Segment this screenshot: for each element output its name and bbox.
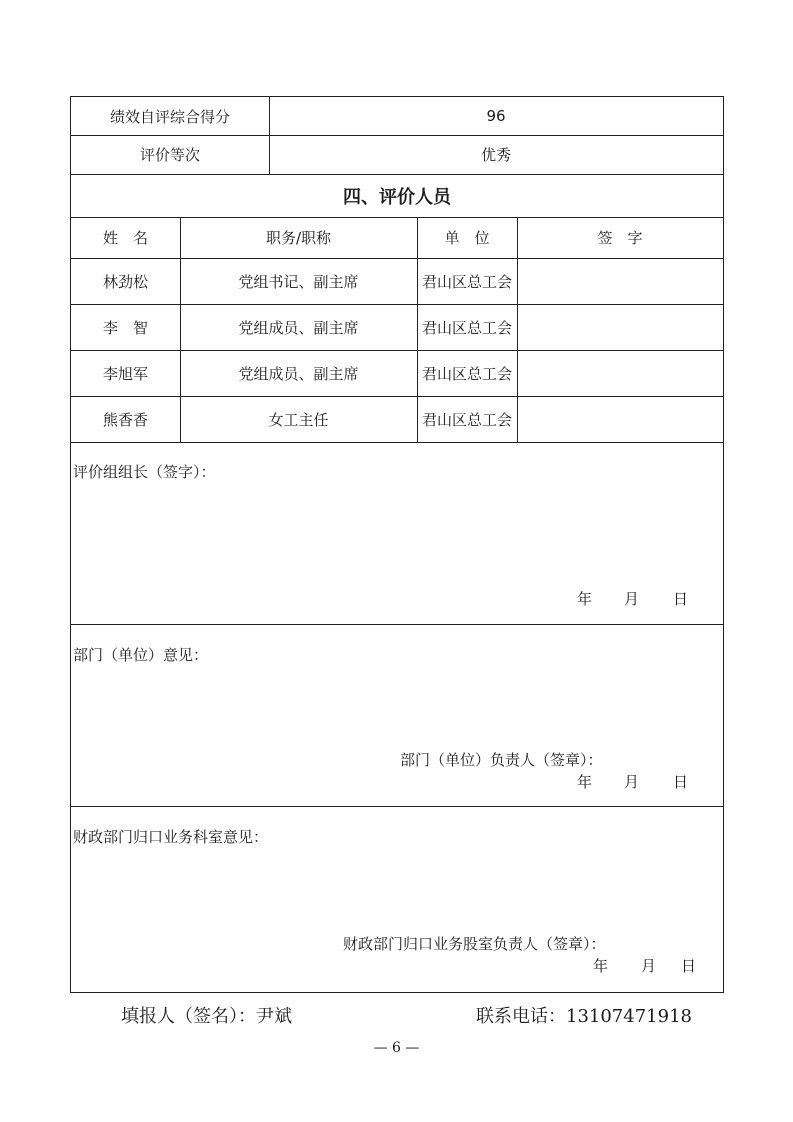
section-heading: 四、评价人员 — [343, 186, 451, 208]
dept-date-year: 年 — [577, 773, 593, 791]
leader-date-month: 月 — [624, 590, 640, 608]
header-signature: 签 字 — [597, 229, 643, 247]
grade-label: 评价等次 — [139, 146, 200, 164]
evaluator-title: 党组成员、副主席 — [238, 364, 359, 383]
evaluator-title: 党组书记、副主席 — [238, 272, 359, 291]
evaluator-unit: 君山区总工会 — [421, 410, 512, 429]
row-divider — [71, 624, 723, 625]
leader-date-year: 年 — [577, 590, 593, 608]
header-name: 姓 名 — [102, 229, 148, 247]
evaluator-name: 李旭军 — [102, 364, 148, 383]
dept-opinion-label: 部门（单位）意见： — [73, 646, 209, 664]
finance-date-month: 月 — [641, 957, 657, 975]
dept-signer-label: 部门（单位）负责人（签章）： — [400, 751, 603, 769]
evaluator-unit: 君山区总工会 — [421, 272, 512, 291]
grade-value: 优秀 — [480, 146, 511, 164]
evaluation-form-table — [70, 96, 724, 993]
evaluator-unit: 君山区总工会 — [421, 364, 512, 383]
evaluator-name: 熊香香 — [102, 410, 148, 429]
finance-signer-label: 财政部门归口业务股室负责人（签章）： — [343, 935, 606, 953]
header-unit: 单 位 — [444, 229, 490, 247]
leader-date-day: 日 — [673, 590, 689, 608]
evaluator-signature-field[interactable] — [517, 396, 723, 442]
score-value: 96 — [486, 107, 506, 125]
finance-date-day: 日 — [681, 957, 697, 975]
evaluator-name: 李 智 — [102, 318, 148, 337]
evaluator-signature-field[interactable] — [517, 258, 723, 304]
row-divider — [71, 442, 723, 443]
finance-opinion-label: 财政部门归口业务科室意见： — [73, 828, 269, 846]
row-divider — [71, 806, 723, 807]
evaluator-signature-field[interactable] — [517, 304, 723, 350]
evaluator-signature-field[interactable] — [517, 350, 723, 396]
contact-phone: 联系电话：13107471918 — [476, 1006, 692, 1027]
evaluator-title: 党组成员、副主席 — [238, 318, 359, 337]
evaluator-title: 女工主任 — [268, 410, 329, 429]
page-number: — 6 — — [373, 1040, 420, 1056]
evaluator-name: 林劲松 — [102, 272, 148, 291]
score-label: 绩效自评综合得分 — [109, 107, 230, 126]
dept-date-day: 日 — [673, 773, 689, 791]
evaluator-unit: 君山区总工会 — [421, 318, 512, 337]
filler-name: 填报人（签名）：尹斌 — [121, 1006, 292, 1027]
leader-signature-label: 评价组组长（签字）： — [73, 463, 216, 481]
finance-date-year: 年 — [593, 957, 609, 975]
header-title: 职务/职称 — [265, 229, 332, 247]
dept-date-month: 月 — [624, 773, 640, 791]
